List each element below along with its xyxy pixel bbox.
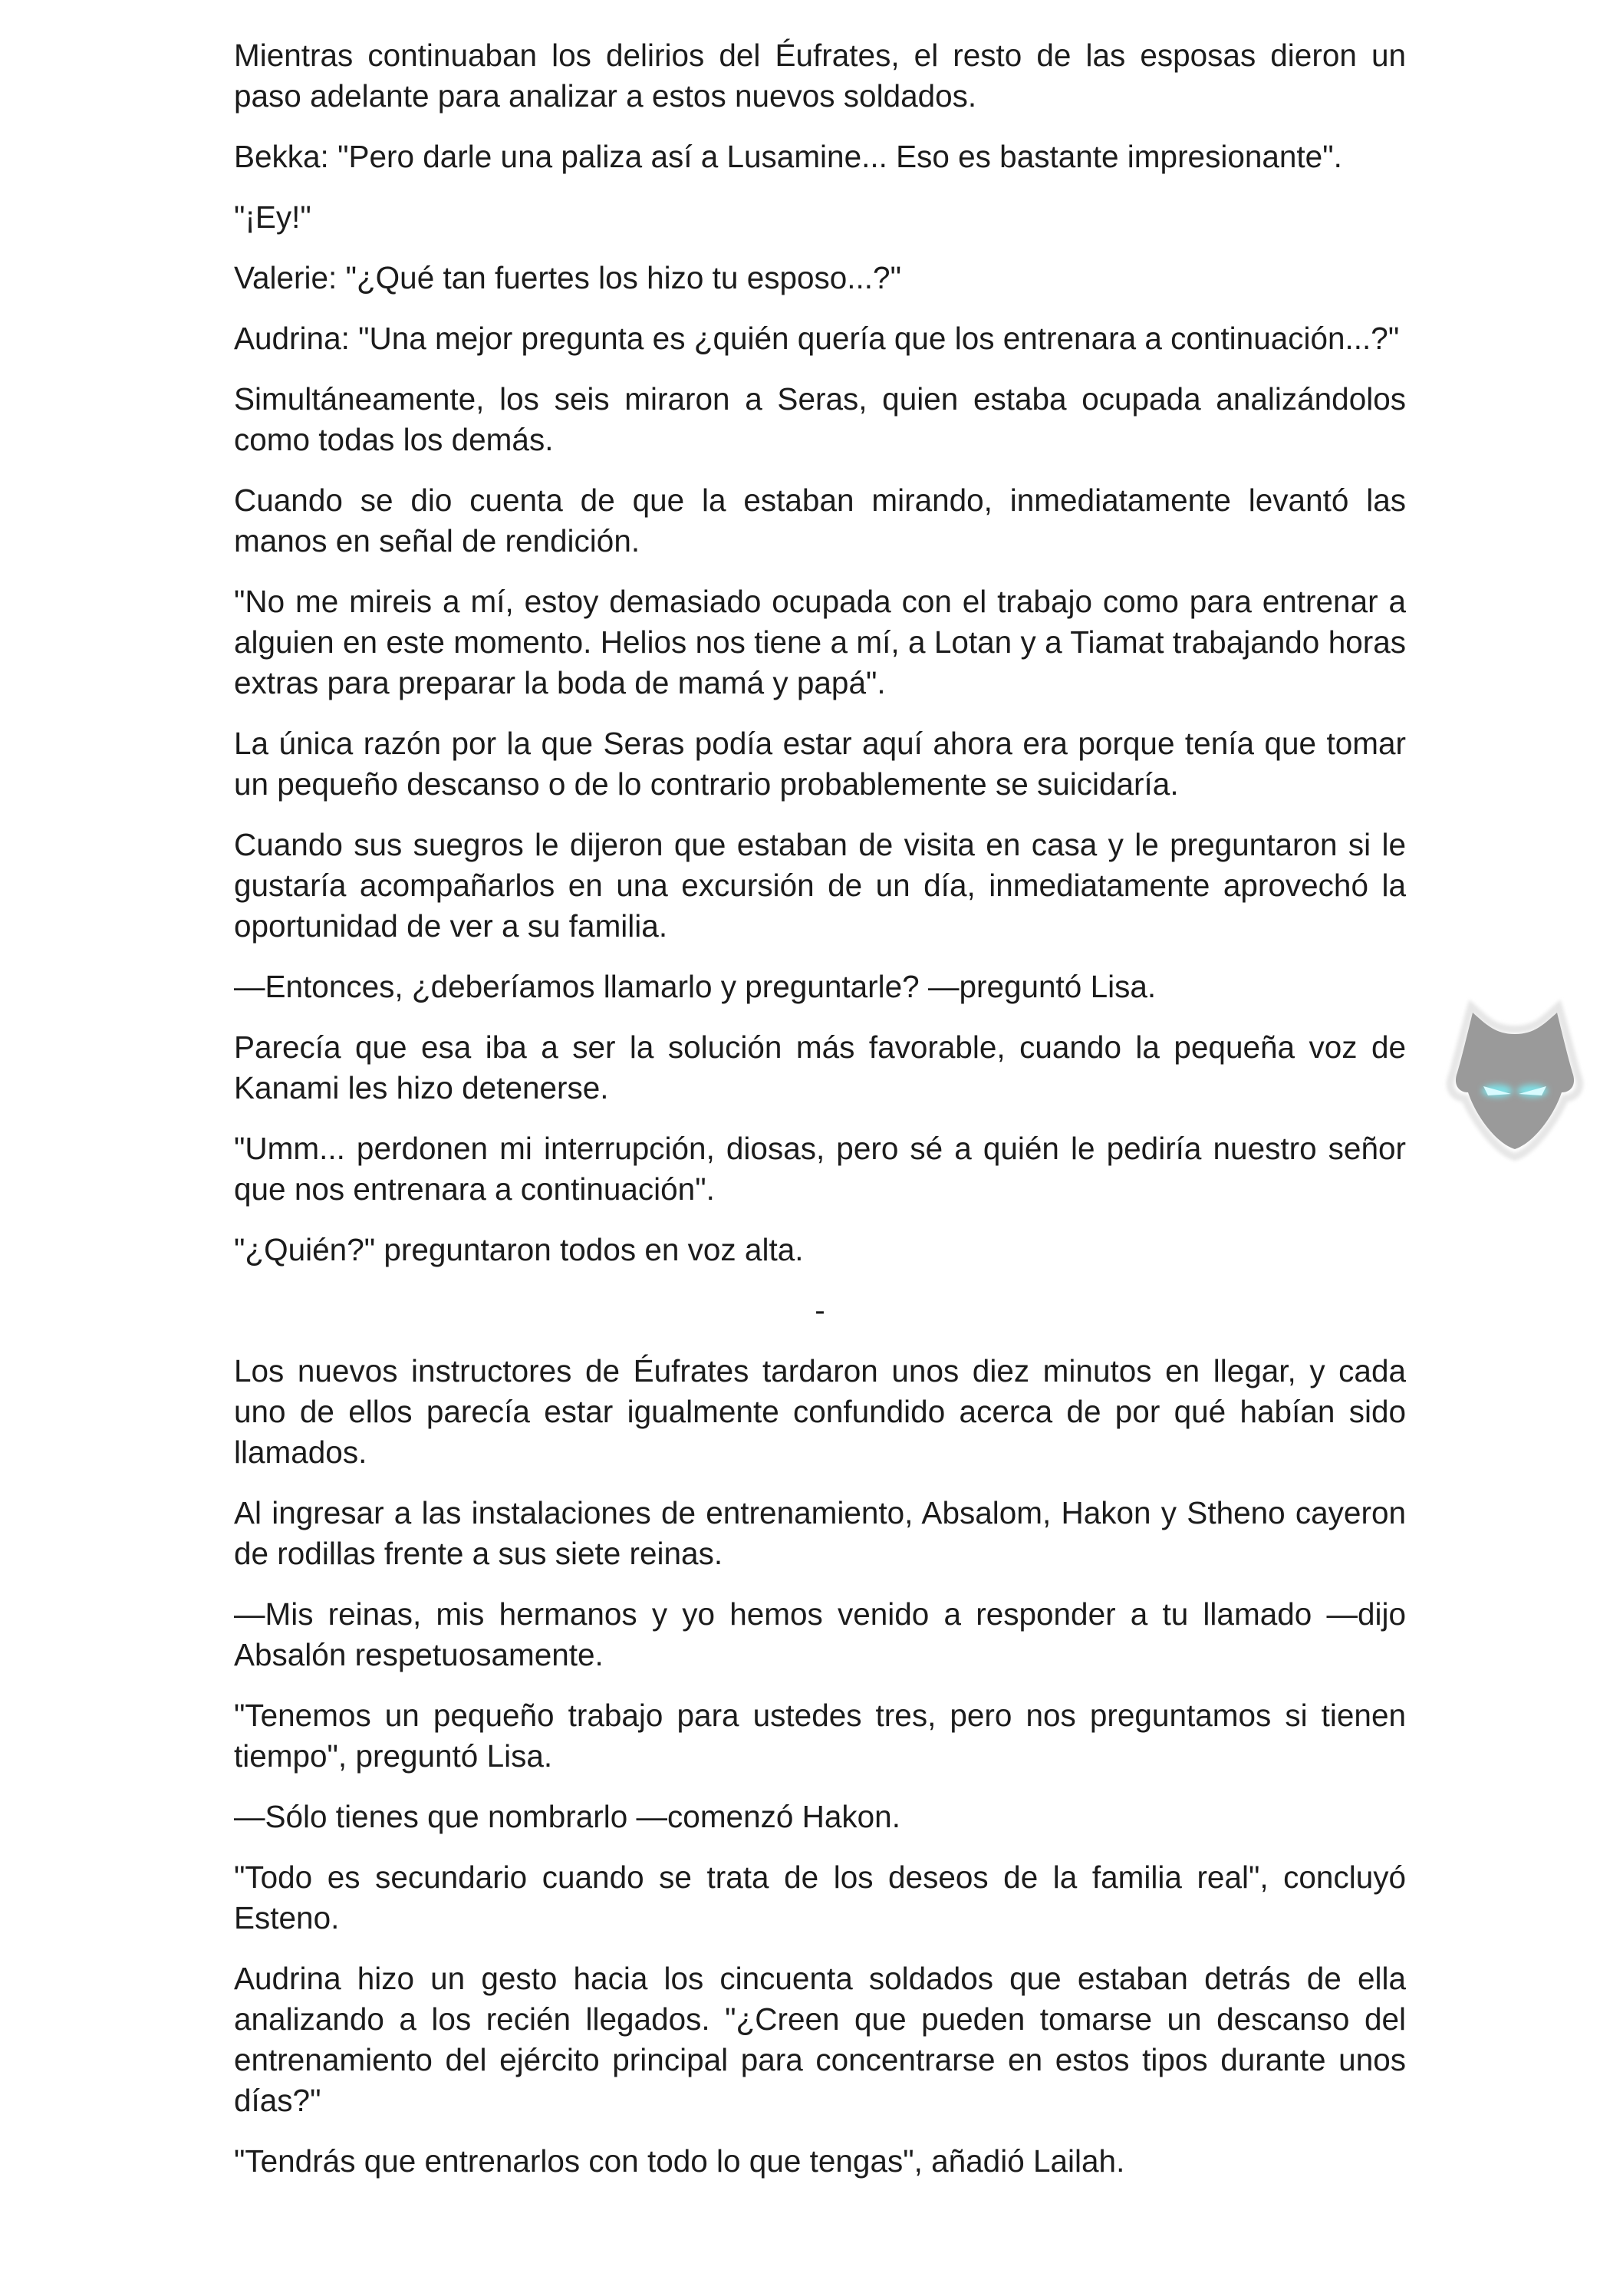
paragraph: "Tenemos un pequeño trabajo para ustedes tres, pero nos preguntamos si tienen tiempo", preguntó Lisa. (234, 1698, 1406, 1774)
paragraph: Cuando sus suegros le dijeron que estaban de visita en casa y le preguntaron si le gustaría acompañarlos en una excursión de un día, inmediatamente aprovechó la oportunidad de ver a su familia. (234, 827, 1406, 944)
paragraph: —Entonces, ¿deberíamos llamarlo y preguntarle? —preguntó Lisa. (234, 969, 1157, 1004)
paragraph: Audrina hizo un gesto hacia los cincuenta soldados que estaban detrás de ella analizando a los recién llegados. "¿Creen que pueden tomarse un descanso del entrenamiento del ejército principal para concentrarse en estos tipos durante unos días?" (234, 1961, 1406, 2118)
paragraph: Parecía que esa iba a ser la solución más favorable, cuando la pequeña voz de Kanami les hizo detenerse. (234, 1029, 1406, 1105)
paragraph: Audrina: "Una mejor pregunta es ¿quién quería que los entrenara a continuación...?" (234, 321, 1400, 356)
paragraph: "¡Ey!" (234, 199, 311, 235)
paragraph: —Mis reinas, mis hermanos y yo hemos venido a responder a tu llamado —dijo Absalón respetuosamente. (234, 1596, 1406, 1672)
demon-head-icon (1442, 997, 1588, 1166)
paragraph: "Umm... perdonen mi interrupción, diosas, pero sé a quién le pediría nuestro señor que nos entrenara a continuación". (234, 1131, 1406, 1207)
paragraph: "Todo es secundario cuando se trata de los deseos de la familia real", concluyó Esteno. (234, 1860, 1406, 1935)
section-separator: - (815, 1293, 825, 1328)
paragraph: "No me mireis a mí, estoy demasiado ocupada con el trabajo como para entrenar a alguien en este momento. Helios nos tiene a mí, a Lotan y a Tiamat trabajando horas extras para preparar la boda de mamá y papá". (234, 584, 1406, 700)
paragraph: Simultáneamente, los seis miraron a Seras, quien estaba ocupada analizándolos como todas los demás. (234, 381, 1406, 457)
document-body (234, 35, 1406, 2202)
paragraph: —Sólo tienes que nombrarlo —comenzó Hakon. (234, 1799, 900, 1834)
paragraph: Los nuevos instructores de Éufrates tardaron unos diez minutos en llegar, y cada uno de ellos parecía estar igualmente confundido acerca de por qué habían sido llamados. (234, 1353, 1406, 1470)
paragraph: Al ingresar a las instalaciones de entrenamiento, Absalom, Hakon y Stheno cayeron de rodillas frente a sus siete reinas. (234, 1495, 1406, 1571)
paragraph: Valerie: "¿Qué tan fuertes los hizo tu esposo...?" (234, 260, 901, 295)
paragraph: Mientras continuaban los delirios del Éufrates, el resto de las esposas dieron un paso adelante para analizar a estos nuevos soldados. (234, 38, 1406, 114)
paragraph: La única razón por la que Seras podía estar aquí ahora era porque tenía que tomar un pequeño descanso o de lo contrario probablemente se suicidaría. (234, 726, 1406, 802)
paragraph: "Tendrás que entrenarlos con todo lo que tengas", añadió Lailah. (234, 2143, 1125, 2179)
paragraph: Cuando se dio cuenta de que la estaban mirando, inmediatamente levantó las manos en señal de rendición. (234, 483, 1406, 558)
paragraph: Bekka: "Pero darle una paliza así a Lusamine... Eso es bastante impresionante". (234, 139, 1342, 174)
paragraph: "¿Quién?" preguntaron todos en voz alta. (234, 1232, 804, 1267)
